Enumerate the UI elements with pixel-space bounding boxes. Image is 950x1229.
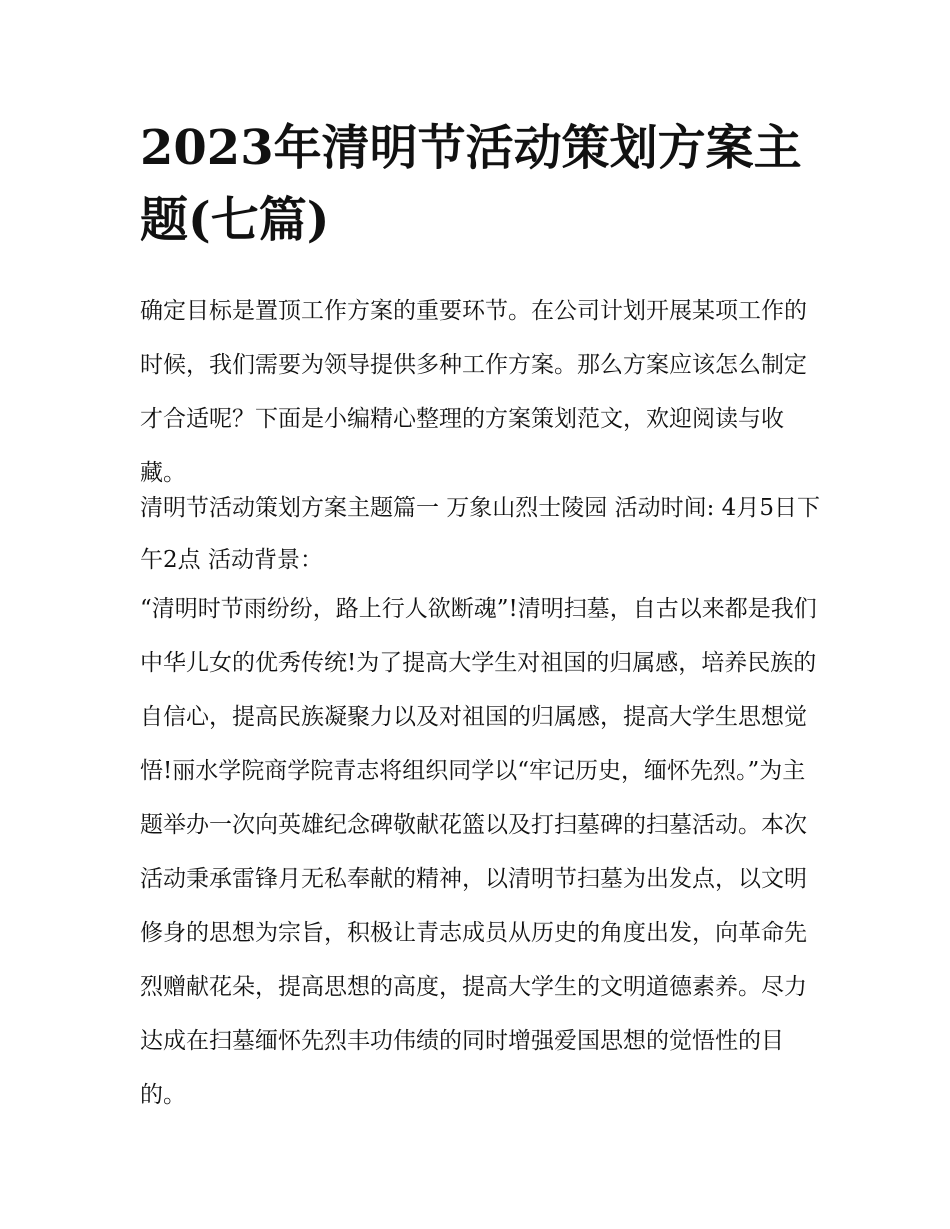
intro-paragraph: 确定目标是置顶工作方案的重要环节。在公司计划开展某项工作的时候，我们需要为领导提供多种工作方案。那么方案应该怎么制定才合适呢？下面是小编精心整理的方案策划范文，欢迎阅读与收藏。 <box>140 298 807 486</box>
document-title: 2023年清明节活动策划方案主题(七篇) <box>140 120 802 248</box>
section-heading-paragraph: 清明节活动策划方案主题篇一 万象山烈士陵园 活动时间: 4月5日下午2点 活动背景： <box>140 495 820 573</box>
background-paragraph: “清明时节雨纷纷，路上行人欲断魂”!清明扫墓，自古以来都是我们中华儿女的优秀传统!为了提高大学生对祖国的归属感，培养民族的自信心，提高民族凝聚力以及对祖国的归属感，提高大学生思想觉悟!丽水学院商学院青志将组织同学以“牢记历史，缅怀先烈。”为主题举办一次向英雄纪念碑敬献花篮以及打扫墓碑的扫墓活动。本次活动秉承雷锋月无私奉献的精神，以清明节扫墓为出发点，以文明修身的思想为宗旨，积极让青志成员从历史的角度出发，向革命先烈赠献花朵，提高思想的高度，提高大学生的文明道德素养。尽力达成在扫墓缅怀先烈丰功伟绩的同时增强爱国思想的觉悟性的目的。 <box>140 596 817 1108</box>
